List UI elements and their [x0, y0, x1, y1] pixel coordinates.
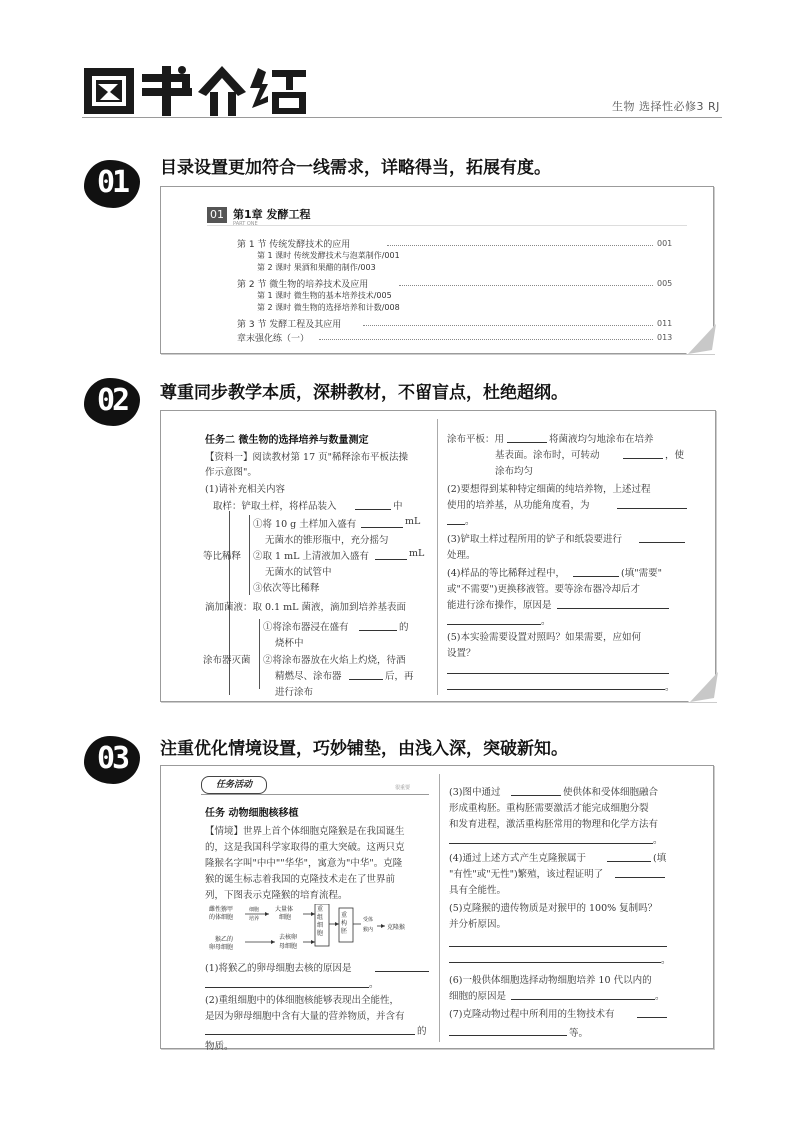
diagram-label: 重组细胞 [317, 906, 324, 937]
question-3: (3)图中通过 [449, 787, 501, 798]
question-7: 等。 [569, 1028, 589, 1039]
task3-panel [160, 765, 714, 1052]
plating-text: ，使 [665, 450, 685, 461]
toc-row[interactable]: 第 2 节 微生物的培养技术及应用 [237, 280, 369, 290]
header-divider [82, 117, 722, 118]
question-3: 使供体和受体细胞融合 [563, 787, 659, 798]
chapter-title: 第1章 发酵工程 [233, 208, 311, 221]
question-3: (3)铲取土样过程所用的铲子和纸袋要进行 [447, 534, 622, 545]
question-4: 。 [541, 616, 551, 627]
task2-title: 任务二 微生物的选择培养与数量测定 [205, 435, 369, 446]
sterilize-step: 精燃尽、涂布器 [275, 671, 342, 682]
question-2: (2)重组细胞中的体细胞核能够表现出全能性， [205, 995, 399, 1006]
toc-leader [363, 325, 653, 326]
sampling-text: 取样：铲取土样，将样品装入 [213, 501, 337, 512]
flow-arrow [229, 511, 230, 631]
sampling-text: 中 [393, 501, 403, 512]
question-4: 或"不需要")更换移液管。要等涂布器冷却后才 [447, 584, 640, 595]
material-text: 作示意图"。 [205, 467, 257, 478]
question-3: 。 [653, 835, 663, 846]
dilution-step: mL [409, 548, 425, 559]
page-curl-01 [686, 324, 716, 356]
section-badge-01: 01 [84, 160, 140, 208]
section-badge-02: 02 [84, 378, 140, 426]
context-text: 隆猴名字叫"中中""华华"，寓意为"中华"。克隆 [205, 858, 403, 869]
question-6: 。 [655, 991, 665, 1002]
banner-rule [201, 794, 429, 795]
question-3: 和发育进程，激活重构胚常用的物理和化学方法有 [449, 819, 659, 830]
chapter-rule [207, 225, 687, 226]
toc-row[interactable]: 第 2 课时 果酒和果醋的制作/003 [257, 263, 376, 272]
question-4: (4)样品的等比稀释过程中， [447, 568, 565, 579]
part-label: PART ONE [233, 221, 258, 227]
sterilize-step: 进行涂布 [275, 687, 314, 698]
diagram-label: 大量体 [275, 906, 294, 913]
diagram-label: 去核卵 [279, 934, 298, 941]
question-7: (7)克隆动物过程中所利用的生物技术有 [449, 1009, 615, 1020]
answer-blank[interactable] [511, 999, 655, 1000]
flow-bracket [259, 619, 260, 689]
question-2: (2)要想得到某种特定细菌的纯培养物，上述过程 [447, 484, 651, 495]
task2-panel [160, 410, 716, 702]
answer-blank[interactable] [447, 673, 669, 674]
dilution-step: ②取 1 mL 上清液加入盛有 [253, 551, 369, 562]
sterilize-step: ②将涂布器放在火焰上灼烧，待酒 [263, 655, 406, 666]
plating-text: 涂布平板：用 [447, 434, 505, 445]
answer-blank[interactable] [375, 559, 407, 560]
answer-blank[interactable] [557, 608, 669, 609]
answer-blank[interactable] [449, 1035, 567, 1036]
answer-blank[interactable] [449, 843, 653, 844]
toc-panel [160, 186, 714, 354]
question-1: (1)将猴乙的卵母细胞去核的原因是 [205, 963, 352, 974]
toc-page: 011 [657, 319, 673, 328]
diagram-label: 细胞 [249, 907, 260, 913]
column-divider [437, 419, 438, 695]
question-5: 并分析原因。 [449, 919, 507, 930]
answer-blank[interactable] [359, 630, 397, 631]
answer-blank[interactable] [361, 527, 403, 528]
question-4: 具有全能性。 [449, 885, 507, 896]
toc-leader [399, 285, 653, 286]
question-5: 。 [665, 682, 675, 693]
diagram-label: 雌性猕甲 [209, 906, 234, 913]
toc-row[interactable]: 第 1 节 传统发酵技术的应用 [237, 240, 351, 250]
answer-blank[interactable] [639, 542, 685, 543]
question-2: 的 [417, 1026, 427, 1037]
toc-leader [387, 245, 653, 246]
answer-blank[interactable] [449, 946, 667, 947]
book-intro-logo [82, 62, 312, 118]
answer-blank[interactable] [573, 576, 619, 577]
diagram-label: 克隆猴 [387, 924, 406, 931]
toc-page: 013 [657, 333, 673, 342]
context-text: 的，这是我国科学家取得的重大突破。这两只克 [205, 842, 405, 853]
answer-blank[interactable] [349, 679, 383, 680]
toc-row[interactable]: 章末强化练（一） [237, 334, 310, 344]
sterilize-step: ①将涂布器浸在盛有 [263, 622, 349, 633]
section-heading-03: 注重优化情境设置，巧妙铺垫，由浅入深，突破新知。 [160, 739, 568, 759]
sterilize-step: 后，再 [385, 671, 414, 682]
plating-text: 将菌液均匀地涂布在培养 [549, 434, 654, 445]
answer-blank[interactable] [623, 458, 663, 459]
question-1: (1)请补充相关内容 [205, 484, 285, 495]
toc-row[interactable]: 第 1 课时 微生物的基本培养技术/005 [257, 291, 392, 300]
dilution-step: 无菌水的试管中 [265, 567, 332, 578]
material-text: 【资料一】阅读教材第 17 页"稀释涂布平板法操 [205, 452, 408, 463]
dilution-step: mL [405, 516, 421, 527]
answer-blank[interactable] [615, 877, 665, 878]
corner-note: 很重要 [395, 785, 411, 791]
answer-blank[interactable] [447, 524, 465, 525]
question-1: 。 [369, 979, 379, 990]
answer-blank[interactable] [447, 624, 541, 625]
diagram-label: 受体 [363, 917, 374, 923]
toc-leader [319, 339, 653, 340]
answer-blank[interactable] [449, 962, 661, 963]
context-text: 猴的诞生标志着我国的克隆技术走在了世界前 [205, 874, 396, 885]
plating-text: 基表面。涂布时，可转动 [495, 450, 600, 461]
question-4: 能进行涂布操作，原因是 [447, 600, 552, 611]
diagram-label: 培养 [249, 916, 260, 922]
dilution-label: 等比稀释 [203, 551, 242, 562]
question-5: 设置？ [447, 648, 476, 659]
task-activity-banner: 任务活动 [201, 776, 267, 794]
question-5: (5)克隆猴的遗传物质是对猴甲的 100% 复制吗？ [449, 903, 658, 914]
toc-row[interactable]: 第 3 节 发酵工程及其应用 [237, 320, 342, 330]
diagram-label: 重构胚 [341, 912, 348, 935]
question-6: (6)一般供体细胞选择动物细胞培养 10 代以内的 [449, 975, 652, 986]
diagram-label: 猴内 [363, 927, 374, 933]
dilution-step: ①将 10 g 土样加入盛有 [253, 519, 357, 530]
sterilize-step: 的 [399, 622, 409, 633]
diagram-label: 细胞 [279, 914, 292, 921]
diagram-label: 卵母细胞 [209, 944, 234, 951]
context-text: 【情境】世界上首个体细胞克隆猴是在我国诞生 [205, 826, 405, 837]
question-3: 处理。 [447, 550, 476, 561]
question-6: 细胞的原因是 [449, 991, 507, 1002]
question-2: 。 [465, 516, 475, 527]
answer-blank[interactable] [507, 442, 547, 443]
dilution-step: ③依次等比稀释 [253, 583, 320, 594]
question-2: 是因为卵母细胞中含有大量的营养物质，并含有 [205, 1011, 405, 1022]
chapter-number: 01 [207, 207, 227, 223]
toc-page: 001 [657, 239, 673, 248]
answer-blank[interactable] [355, 509, 391, 510]
answer-blank[interactable] [511, 795, 561, 796]
section-heading-02: 尊重同步教学本质，深耕教材，不留盲点，杜绝超纲。 [160, 383, 568, 403]
question-2: 使用的培养基，从功能角度看，为 [447, 500, 590, 511]
dilution-step: 无菌水的锥形瓶中，充分摇匀 [265, 535, 389, 546]
context-text: 列，下图表示克隆猴的培育流程。 [205, 890, 348, 901]
answer-blank[interactable] [375, 971, 429, 972]
section-badge-03: 03 [84, 736, 140, 784]
sterilize-label: 涂布器灭菌 [203, 655, 251, 666]
question-3: 形成重构胚。重构胚需要激活才能完成细胞分裂 [449, 803, 649, 814]
question-5: (5)本实验需要设置对照吗？如果需要，应如何 [447, 632, 641, 643]
question-4: (填"需要" [621, 568, 662, 579]
diagram-label: 的体细胞 [209, 914, 234, 921]
question-4: (4)通过上述方式产生克隆猴属于 [449, 853, 586, 864]
answer-blank[interactable] [607, 861, 651, 862]
toc-page: 005 [657, 279, 673, 288]
diagram-label: 猴乙的 [215, 936, 234, 943]
answer-blank[interactable] [637, 1017, 667, 1018]
question-4: "有性"或"无性")繁殖，该过程证明了 [449, 869, 604, 880]
answer-blank[interactable] [447, 689, 665, 690]
question-2: 物质。 [205, 1041, 234, 1052]
task3-title: 任务 动物细胞核移植 [205, 808, 299, 819]
flow-bracket [249, 515, 250, 595]
dropping-text: 滴加菌液：取 0.1 mL 菌液，滴加到培养基表面 [205, 602, 406, 613]
cloning-flow-diagram [205, 904, 405, 954]
diagram-label: 母细胞 [279, 943, 298, 950]
answer-blank[interactable] [205, 987, 369, 988]
column-divider [439, 774, 440, 1042]
answer-blank[interactable] [617, 508, 687, 509]
question-4: (填 [653, 853, 667, 864]
answer-blank[interactable] [205, 1034, 415, 1035]
section-heading-01: 目录设置更加符合一线需求，详略得当，拓展有度。 [160, 158, 551, 178]
sterilize-step: 烧杯中 [275, 638, 304, 649]
subject-label: 生物 选择性必修3 RJ [612, 100, 720, 113]
toc-row[interactable]: 第 2 课时 微生物的选择培养和计数/008 [257, 303, 400, 312]
plating-text: 涂布均匀 [495, 466, 534, 477]
toc-row[interactable]: 第 1 课时 传统发酵技术与泡菜制作/001 [257, 251, 400, 260]
question-5: 。 [661, 955, 671, 966]
page-curl-02 [688, 672, 718, 704]
